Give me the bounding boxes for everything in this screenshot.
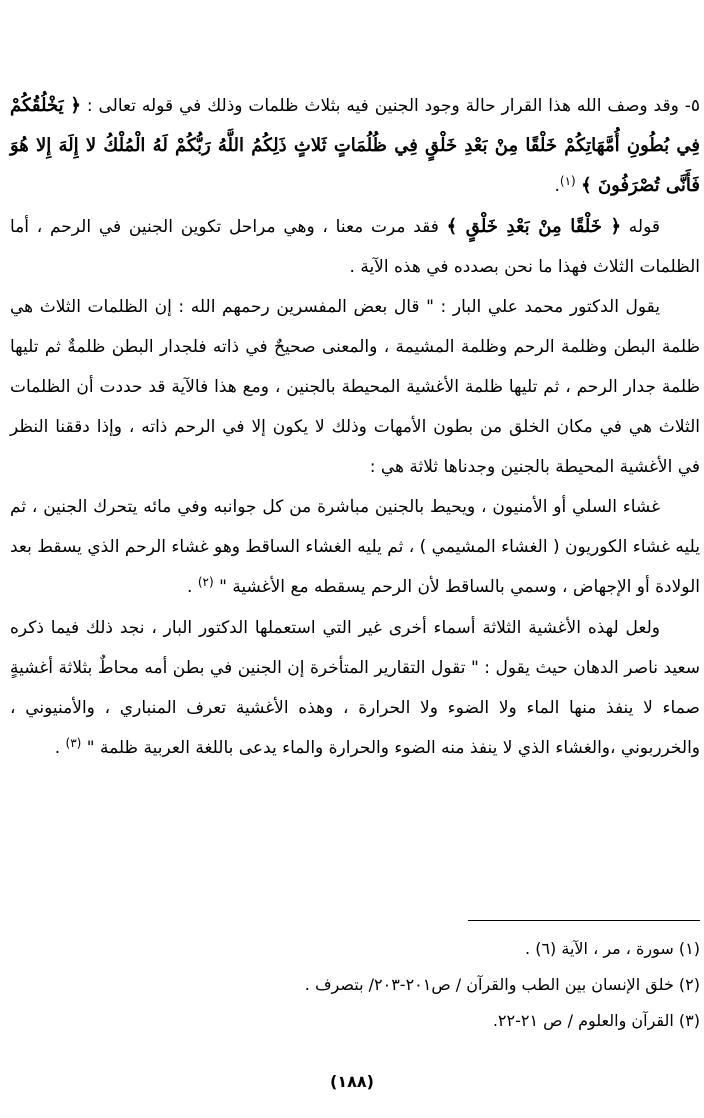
main-text xyxy=(10,86,700,769)
paragraph-4-text: غشاء السلي أو الأمنيون ، ويحيط بالجنين مباشرة من كل جوانبه وفي مائه يتحرك الجنين ، ثم يليه غشاء الكوريون ( الغشاء المشيمي ) ، ثم يليه الغشاء الساقط وهو غشاء الرحم الذي يسقط بعد الولادة أو الإجهاض ، وسمي بالساقط لأن الرحم يسقطه مع الأغشية " xyxy=(10,497,700,597)
paragraph-1 xyxy=(10,86,700,207)
paragraph-5-text: ولعل لهذه الأغشية الثلاثة أسماء أخرى غير التي استعملها الدكتور البار ، نجد ذلك فيما ذكره سعيد ناصر الدهان حيث يقول : " تقول التقارير المتأخرة إن الجنين في بطن أمه محاطٌ بثلاثة أغشيةٍ صماء لا ينفذ منها الماء ولا الضوء ولا الحرارة ، وهذه الأغشية تعرف المنباري ، والأمنيوني ، والخرربوني ،والغشاء الذي لا ينفذ منه الضوء والحرارة والماء يدعى باللغة العربية ظلمة " xyxy=(10,618,700,758)
footnote-1: (١) سورة ، مر ، الآية (٦) . xyxy=(525,939,700,958)
footnote-ref-3: (٣) xyxy=(65,736,82,750)
paragraph-2-intro: قوله xyxy=(621,217,660,237)
footnote-2: (٢) خلق الإنسان بين الطب والقرآن / ص٢٠١-٢٠٣/ بتصرف . xyxy=(304,975,700,994)
paragraph-5-end: . xyxy=(54,738,61,758)
footnote-ref-2: (٢) xyxy=(197,575,214,589)
footnotes xyxy=(10,931,700,1039)
footnote-3: (٣) القرآن والعلوم / ص ٢١-٢٢. xyxy=(492,1011,700,1030)
paragraph-2 xyxy=(10,207,700,287)
paragraph-1-intro: ٥- وقد وصف الله هذا القرار حالة وجود الجنين فيه بثلاث ظلمات وذلك في قوله تعالى : xyxy=(80,96,700,116)
paragraph-3 xyxy=(10,287,700,487)
paragraph-5 xyxy=(10,608,700,769)
page-number: (١٨٨) xyxy=(330,1072,374,1091)
paragraph-4-end: . xyxy=(187,577,193,597)
quran-verse-2: ﴿ خَلْقًا مِنْ بَعْدِ خَلْقٍ ﴾ xyxy=(446,216,622,237)
footnote-separator xyxy=(468,920,700,921)
quran-verse-1: ﴿ يَخْلُقُكُمْ فِي بُطُونِ أُمَّهَاتِكُمْ خَلْقًا مِنْ بَعْدِ خَلْقٍ فِي ظُلُمَاتٍ ثَلاثٍ ذَلِكُمُ اللَّهُ رَبُّكُمْ لَهُ الْمُلْكُ لا إِلَهَ إِلا هُوَ فَأَنَّى تُصْرَفُونَ ﴾ xyxy=(10,95,700,196)
paragraph-2-rest: فقد مرت معنا ، وهي مراحل تكوين الجنين في الرحم ، أما الظلمات الثلاث فهذا ما نحن بصدده في هذه الآية . xyxy=(10,217,700,277)
paragraph-4 xyxy=(10,487,700,608)
paragraph-3-text: يقول الدكتور محمد علي البار : " قال بعض المفسرين رحمهم الله : إن الظلمات الثلاث هي ظلمة البطن وظلمة الرحم وظلمة المشيمة ، والمعنى صحيحٌ في ذاته فلجدار البطن ظلمةٌ ثم تليها ظلمة جدار الرحم ، ثم تليها ظلمة الأغشية المحيطة بالجنين ، ومع هذا فالآية قد حددت أن الظلمات الثلاث هي في مكان الخلق من بطون الأمهات وذلك لا يكون إلا في الرحم ذاته ، وإذا دققنا النظر في الأغشية المحيطة بالجنين وجدناها ثلاثة هي : xyxy=(10,297,700,477)
footnote-ref-1: (١) xyxy=(559,174,576,188)
paragraph-1-end: . xyxy=(554,176,560,196)
